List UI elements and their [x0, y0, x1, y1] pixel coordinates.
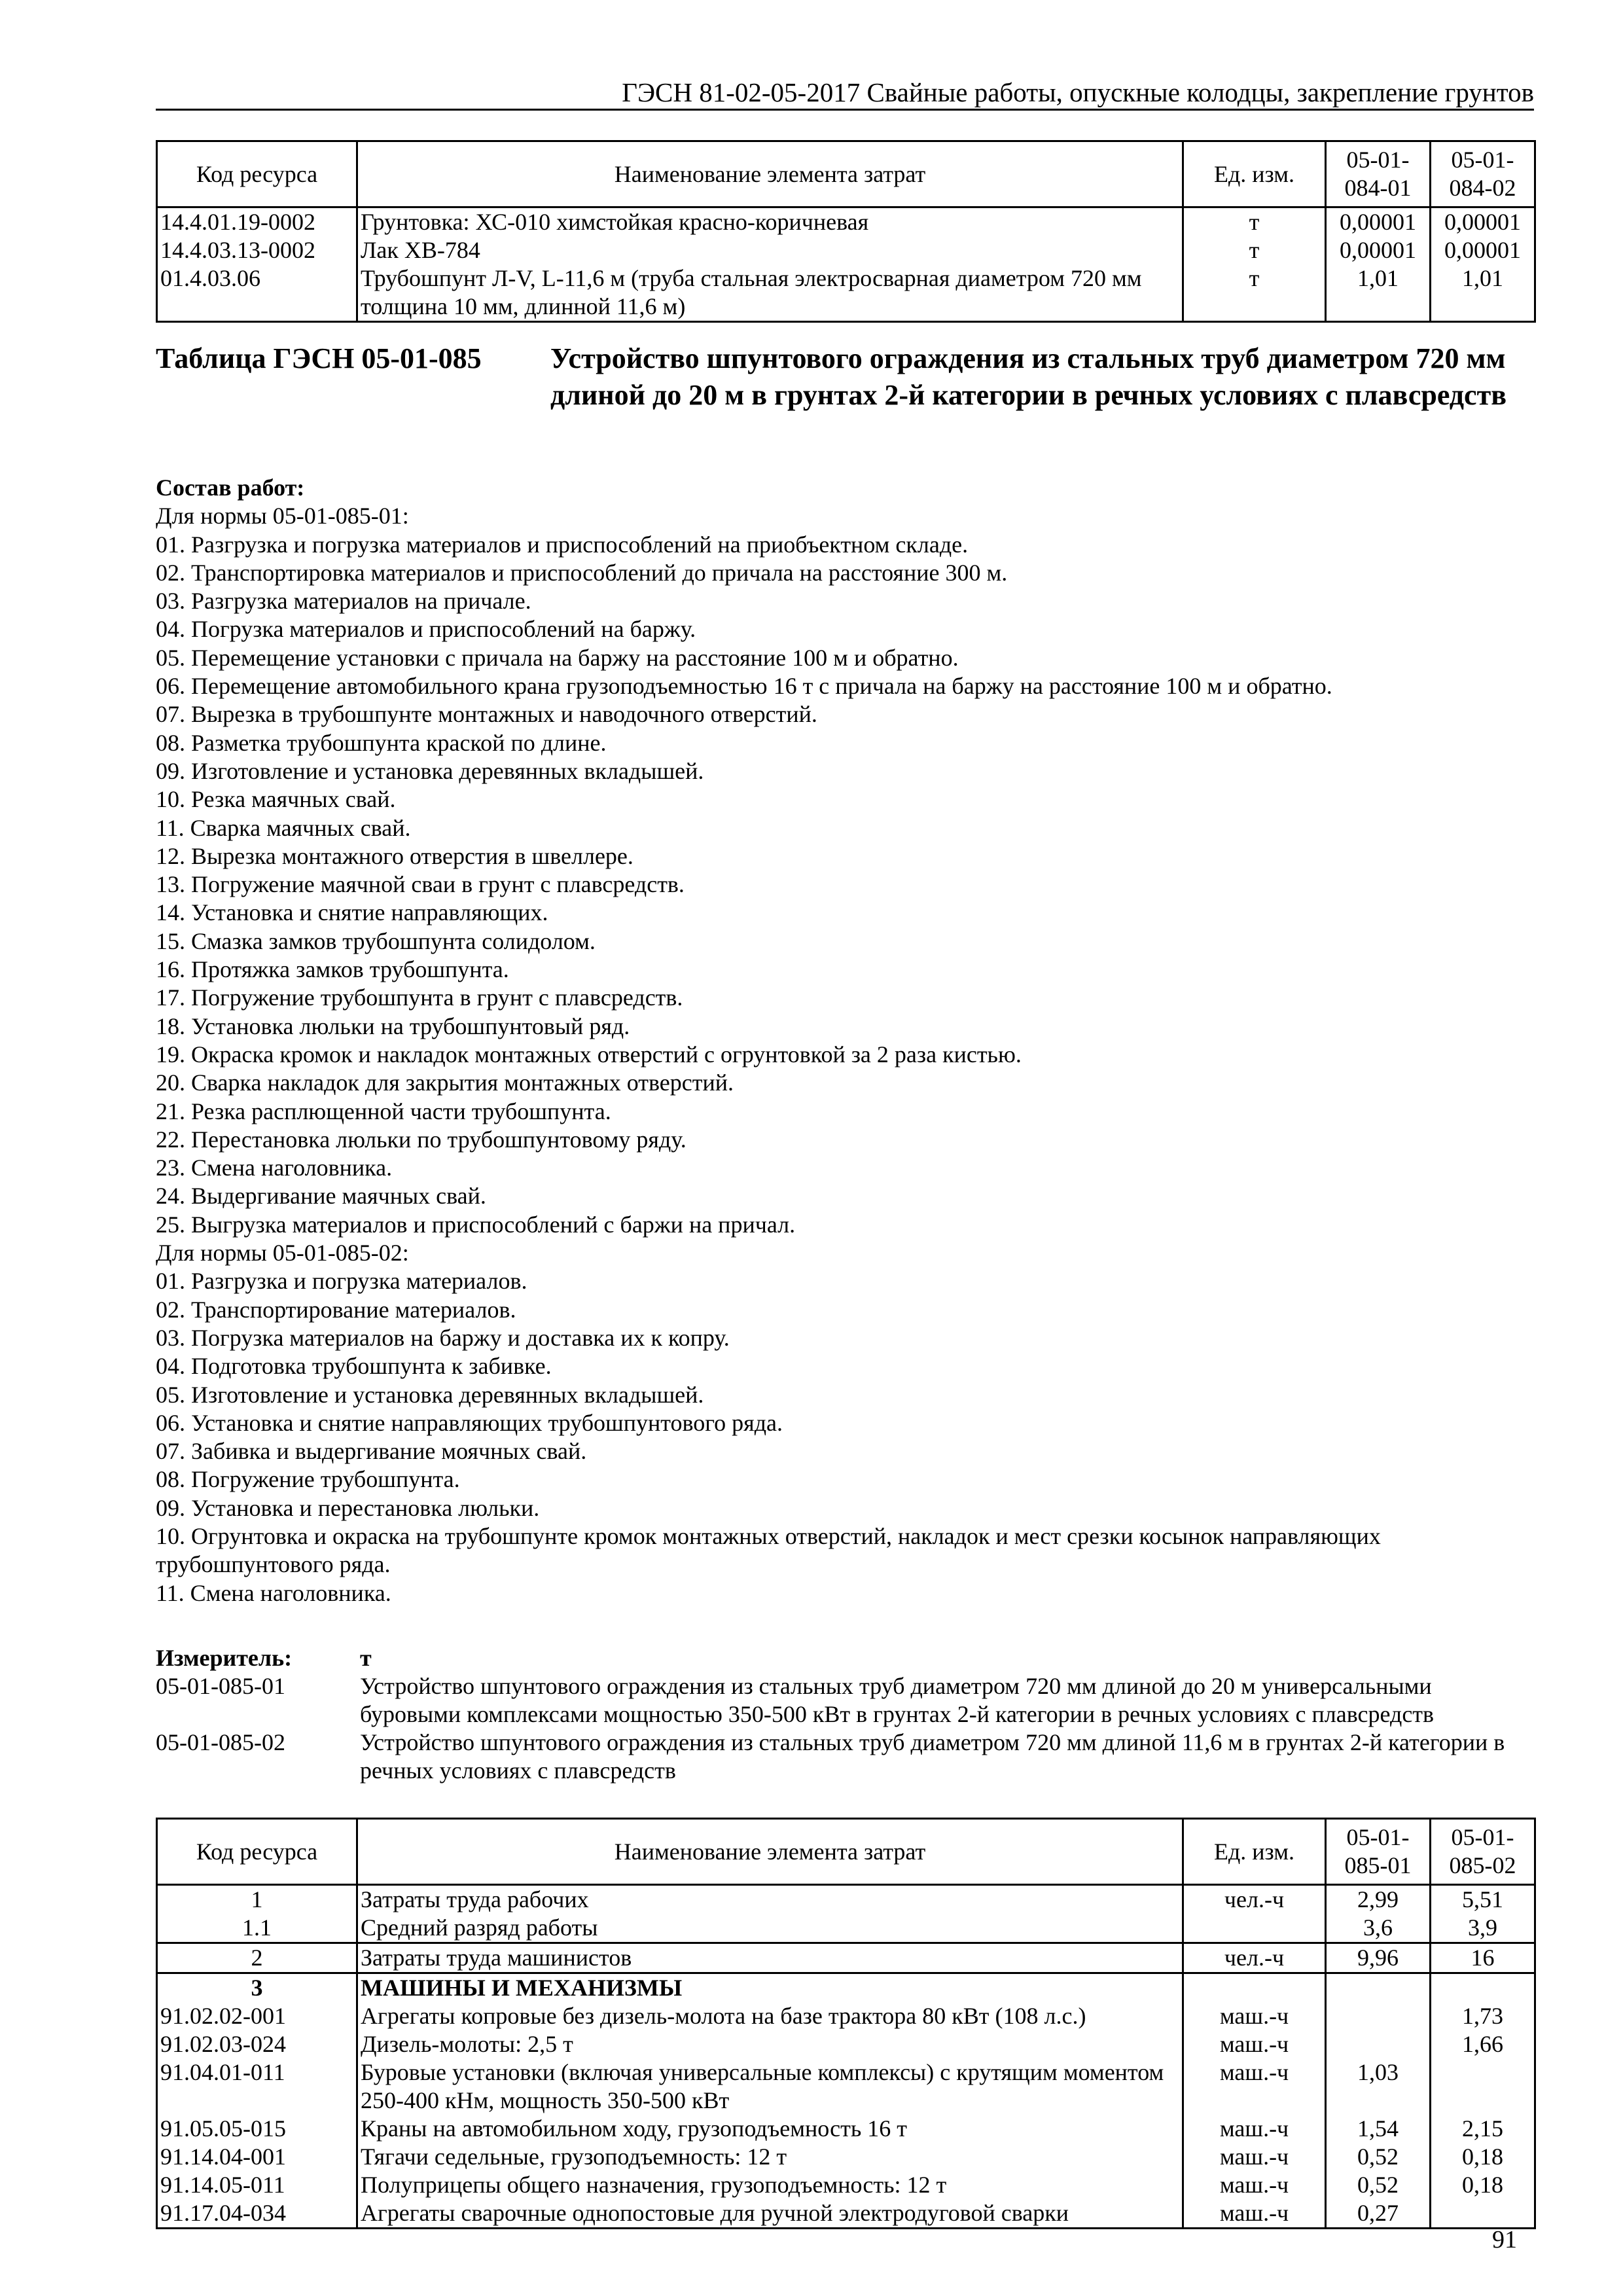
table-row — [157, 1973, 1535, 2003]
running-header: ГЭСН 81-02-05-2017 Свайные работы, опускные колодцы, закрепление грунтов — [622, 77, 1534, 107]
works-item: 15. Смазка замков трубошпунта солидолом. — [156, 927, 596, 954]
works-item: 18. Установка люльки на трубошпунтовый ряд. — [156, 1013, 630, 1039]
cell-unit: маш.-ч — [1183, 2199, 1326, 2229]
cell-norm-2: 2,15 — [1431, 2115, 1535, 2143]
cell-norm-2: 0,00001 — [1431, 207, 1535, 237]
cell-name: Тягачи седельные, грузоподъемность: 12 т — [357, 2143, 1183, 2171]
cell-unit: маш.-ч — [1183, 2002, 1326, 2030]
resource-table-084 — [156, 140, 1536, 323]
cell-norm-1: 2,99 — [1326, 1885, 1431, 1914]
works-item: 09. Изготовление и установка деревянных вкладышей. — [156, 757, 704, 784]
page-number: 91 — [1492, 2226, 1517, 2253]
works-item: 17. Погружение трубошпунта в грунт с плавсредств. — [156, 984, 683, 1011]
col-name: Наименование элемента затрат — [357, 141, 1183, 207]
cell-norm-2: 3,9 — [1431, 1914, 1535, 1943]
cell-name: МАШИНЫ И МЕХАНИЗМЫ — [357, 1973, 1183, 2003]
cell-norm-1: 1,03 — [1326, 2058, 1431, 2115]
cell-unit — [1183, 1973, 1326, 2003]
resource-table-085 — [156, 1818, 1536, 2229]
table-row — [157, 2115, 1535, 2143]
table-row — [157, 2030, 1535, 2058]
works-item: 14. Установка и снятие направляющих. — [156, 899, 548, 926]
works-item: 10. Резка маячных свай. — [156, 786, 396, 813]
works-item: 24. Выдергивание маячных свай. — [156, 1183, 486, 1210]
works-section — [156, 474, 1534, 1607]
cell-code: 01.4.03.06 — [157, 264, 357, 322]
cell-unit: маш.-ч — [1183, 2058, 1326, 2115]
cell-norm-1: 0,52 — [1326, 2171, 1431, 2199]
cell-norm-2: 16 — [1431, 1943, 1535, 1973]
meter-item — [156, 1729, 1534, 1785]
works-title: Состав работ: — [156, 475, 305, 501]
works-item: 03. Погрузка материалов на баржу и доставка их к копру. — [156, 1324, 730, 1351]
cell-unit: маш.-ч — [1183, 2030, 1326, 2058]
cell-name: Трубошпунт Л-V, L-11,6 м (труба стальная электросварная диаметром 720 мм толщина 10 мм, длинной 11,6 м) — [357, 264, 1183, 322]
cell-code: 2 — [157, 1943, 357, 1973]
works-item: 06. Установка и снятие направляющих трубошпунтового ряда. — [156, 1409, 783, 1436]
cell-code: 14.4.01.19-0002 — [157, 207, 357, 237]
table-row — [157, 236, 1535, 264]
col-code: Код ресурса — [157, 141, 357, 207]
cell-unit: маш.-ч — [1183, 2171, 1326, 2199]
cell-norm-2 — [1431, 1973, 1535, 2003]
cell-norm-2 — [1431, 2199, 1535, 2229]
col-unit: Ед. изм. — [1183, 1819, 1326, 1885]
cell-name: Краны на автомобильном ходу, грузоподъемность 16 т — [357, 2115, 1183, 2143]
cell-norm-2: 5,51 — [1431, 1885, 1535, 1914]
col-unit: Ед. изм. — [1183, 141, 1326, 207]
works-item: 21. Резка расплющенной части трубошпунта. — [156, 1098, 611, 1124]
works-item: 22. Перестановка люльки по трубошпунтовому ряду. — [156, 1126, 687, 1153]
cell-norm-1: 9,96 — [1326, 1943, 1431, 1973]
works-item: 07. Забивка и выдергивание моячных свай. — [156, 1438, 587, 1465]
cell-code: 3 — [157, 1973, 357, 2003]
col-norm-1: 05-01-085-01 — [1326, 1819, 1431, 1885]
table-row — [157, 207, 1535, 237]
cell-norm-1: 1,54 — [1326, 2115, 1431, 2143]
cell-name: Лак ХВ-784 — [357, 236, 1183, 264]
table-row — [157, 2002, 1535, 2030]
table-heading-title: Устройство шпунтового ограждения из стальных труб диаметром 720 мм длиной до 20 м в грунтах 2-й категории в речных условиях с плавсредств — [550, 342, 1507, 411]
works-item: 25. Выгрузка материалов и приспособлений с баржи на причал. — [156, 1211, 796, 1238]
cell-code: 91.05.05-015 — [157, 2115, 357, 2143]
works-item: 10. Огрунтовка и окраска на трубошпунте кромок монтажных отверстий, накладок и мест срезки косынок направляющих трубошпунтового ряда. — [156, 1522, 1381, 1578]
works-item: 07. Вырезка в трубошпунте монтажных и наводочного отверстий. — [156, 701, 817, 728]
cell-norm-1 — [1326, 2030, 1431, 2058]
cell-code: 1 — [157, 1885, 357, 1914]
works-item: 05. Изготовление и установка деревянных вкладышей. — [156, 1381, 704, 1408]
cell-norm-2: 1,01 — [1431, 264, 1535, 322]
cell-unit: т — [1183, 264, 1326, 322]
works-item: 01. Разгрузка и погрузка материалов и приспособлений на приобъектном складе. — [156, 531, 969, 558]
cell-unit: чел.-ч — [1183, 1885, 1326, 1914]
works-item: 12. Вырезка монтажного отверстия в швеллере. — [156, 842, 633, 869]
cell-norm-2 — [1431, 2058, 1535, 2115]
header-rule — [156, 109, 1534, 111]
cell-norm-1: 0,27 — [1326, 2199, 1431, 2229]
cell-norm-1: 0,00001 — [1326, 207, 1431, 237]
works-item: 16. Протяжка замков трубошпунта. — [156, 956, 509, 983]
cell-norm-1: 3,6 — [1326, 1914, 1431, 1943]
table-row — [157, 1885, 1535, 1914]
cell-unit: чел.-ч — [1183, 1943, 1326, 1973]
cell-code: 91.14.05-011 — [157, 2171, 357, 2199]
meter-item-text: Устройство шпунтового ограждения из стальных труб диаметром 720 мм длиной 11,6 м в грунтах 2-й категории в речных условиях с плавсредств — [360, 1729, 1505, 1784]
cell-name: Дизель-молоты: 2,5 т — [357, 2030, 1183, 2058]
works-item: Для нормы 05-01-085-01: — [156, 503, 409, 529]
cell-name: Затраты труда рабочих — [357, 1885, 1183, 1914]
col-norm-2: 05-01-085-02 — [1431, 1819, 1535, 1885]
cell-norm-2: 0,18 — [1431, 2171, 1535, 2199]
cell-name: Агрегаты копровые без дизель-молота на базе трактора 80 кВт (108 л.с.) — [357, 2002, 1183, 2030]
table-header-row — [157, 141, 1535, 207]
cell-norm-2: 0,18 — [1431, 2143, 1535, 2171]
col-code: Код ресурса — [157, 1819, 357, 1885]
works-item: 08. Погружение трубошпунта. — [156, 1466, 460, 1493]
table-row — [157, 264, 1535, 322]
works-list — [156, 502, 1534, 1607]
meter-item — [156, 1672, 1534, 1729]
works-item: 02. Транспортирование материалов. — [156, 1296, 516, 1323]
cell-code: 91.17.04-034 — [157, 2199, 357, 2229]
cell-norm-1 — [1326, 1973, 1431, 2003]
works-item: 02. Транспортировка материалов и приспособлений до причала на расстояние 300 м. — [156, 559, 1008, 586]
cell-code: 91.04.01-011 — [157, 2058, 357, 2115]
works-item: 06. Перемещение автомобильного крана грузоподъемностью 16 т с причала на баржу на расстояние 100 м и обратно. — [156, 673, 1332, 700]
cell-name: Грунтовка: ХС-010 химстойкая красно-коричневая — [357, 207, 1183, 237]
meter-item-code: 05-01-085-01 — [156, 1673, 285, 1699]
works-item: 09. Установка и перестановка люльки. — [156, 1494, 540, 1521]
meter-row — [156, 1644, 1534, 1672]
cell-code: 91.02.02-001 — [157, 2002, 357, 2030]
cell-code: 91.02.03-024 — [157, 2030, 357, 2058]
cell-name: Полуприцепы общего назначения, грузоподъемность: 12 т — [357, 2171, 1183, 2199]
col-name: Наименование элемента затрат — [357, 1819, 1183, 1885]
meter-section — [156, 1644, 1534, 1785]
cell-code: 1.1 — [157, 1914, 357, 1943]
table-row — [157, 2171, 1535, 2199]
works-item: 11. Смена наголовника. — [156, 1579, 391, 1606]
cell-norm-2: 0,00001 — [1431, 236, 1535, 264]
meter-label: Измеритель: — [156, 1645, 293, 1671]
col-norm-2: 05-01-084-02 — [1431, 141, 1535, 207]
table-row — [157, 1914, 1535, 1943]
works-item: 19. Окраска кромок и накладок монтажных отверстий с огрунтовкой за 2 раза кистью. — [156, 1041, 1022, 1067]
works-item: 04. Подготовка трубошпунта к забивке. — [156, 1353, 552, 1380]
cell-code: 91.14.04-001 — [157, 2143, 357, 2171]
cell-norm-1: 0,52 — [1326, 2143, 1431, 2171]
table-row — [157, 1943, 1535, 1973]
table-row — [157, 2143, 1535, 2171]
col-norm-1: 05-01-084-01 — [1326, 141, 1431, 207]
works-item: Для нормы 05-01-085-02: — [156, 1240, 409, 1266]
works-item: 13. Погружение маячной сваи в грунт с плавсредств. — [156, 871, 685, 898]
meter-item-code: 05-01-085-02 — [156, 1729, 285, 1755]
works-item: 11. Сварка маячных свай. — [156, 814, 411, 841]
cell-unit: т — [1183, 236, 1326, 264]
works-item: 08. Разметка трубошпунта краской по длине. — [156, 729, 607, 756]
table-heading-label: Таблица ГЭСН 05-01-085 — [156, 342, 482, 374]
table-row — [157, 2199, 1535, 2229]
table-row — [157, 2058, 1535, 2115]
cell-unit — [1183, 1914, 1326, 1943]
cell-norm-1: 0,00001 — [1326, 236, 1431, 264]
cell-name: Агрегаты сварочные однопостовые для ручной электродуговой сварки — [357, 2199, 1183, 2229]
cell-code: 14.4.03.13-0002 — [157, 236, 357, 264]
cell-norm-1 — [1326, 2002, 1431, 2030]
works-item: 23. Смена наголовника. — [156, 1155, 393, 1181]
cell-name: Средний разряд работы — [357, 1914, 1183, 1943]
cell-name: Затраты труда машинистов — [357, 1943, 1183, 1973]
cell-unit: т — [1183, 207, 1326, 237]
cell-norm-1: 1,01 — [1326, 264, 1431, 322]
cell-name: Буровые установки (включая универсальные комплексы) с крутящим моментом 250-400 кНм, мощность 350-500 кВт — [357, 2058, 1183, 2115]
meter-item-text: Устройство шпунтового ограждения из стальных труб диаметром 720 мм длиной до 20 м универсальными буровыми комплексами мощностью 350-500 кВт в грунтах 2-й категории в речных условиях с плавсредств — [360, 1673, 1435, 1727]
cell-unit: маш.-ч — [1183, 2115, 1326, 2143]
works-item: 20. Сварка накладок для закрытия монтажных отверстий. — [156, 1069, 734, 1096]
works-item: 01. Разгрузка и погрузка материалов. — [156, 1268, 527, 1295]
works-item: 05. Перемещение установки с причала на баржу на расстояние 100 м и обратно. — [156, 644, 959, 671]
cell-unit: маш.-ч — [1183, 2143, 1326, 2171]
meter-unit: т — [360, 1645, 372, 1671]
cell-norm-2: 1,73 — [1431, 2002, 1535, 2030]
works-item: 04. Погрузка материалов и приспособлений на баржу. — [156, 616, 696, 643]
cell-norm-2: 1,66 — [1431, 2030, 1535, 2058]
works-item: 03. Разгрузка материалов на причале. — [156, 588, 531, 615]
table-header-row — [157, 1819, 1535, 1885]
